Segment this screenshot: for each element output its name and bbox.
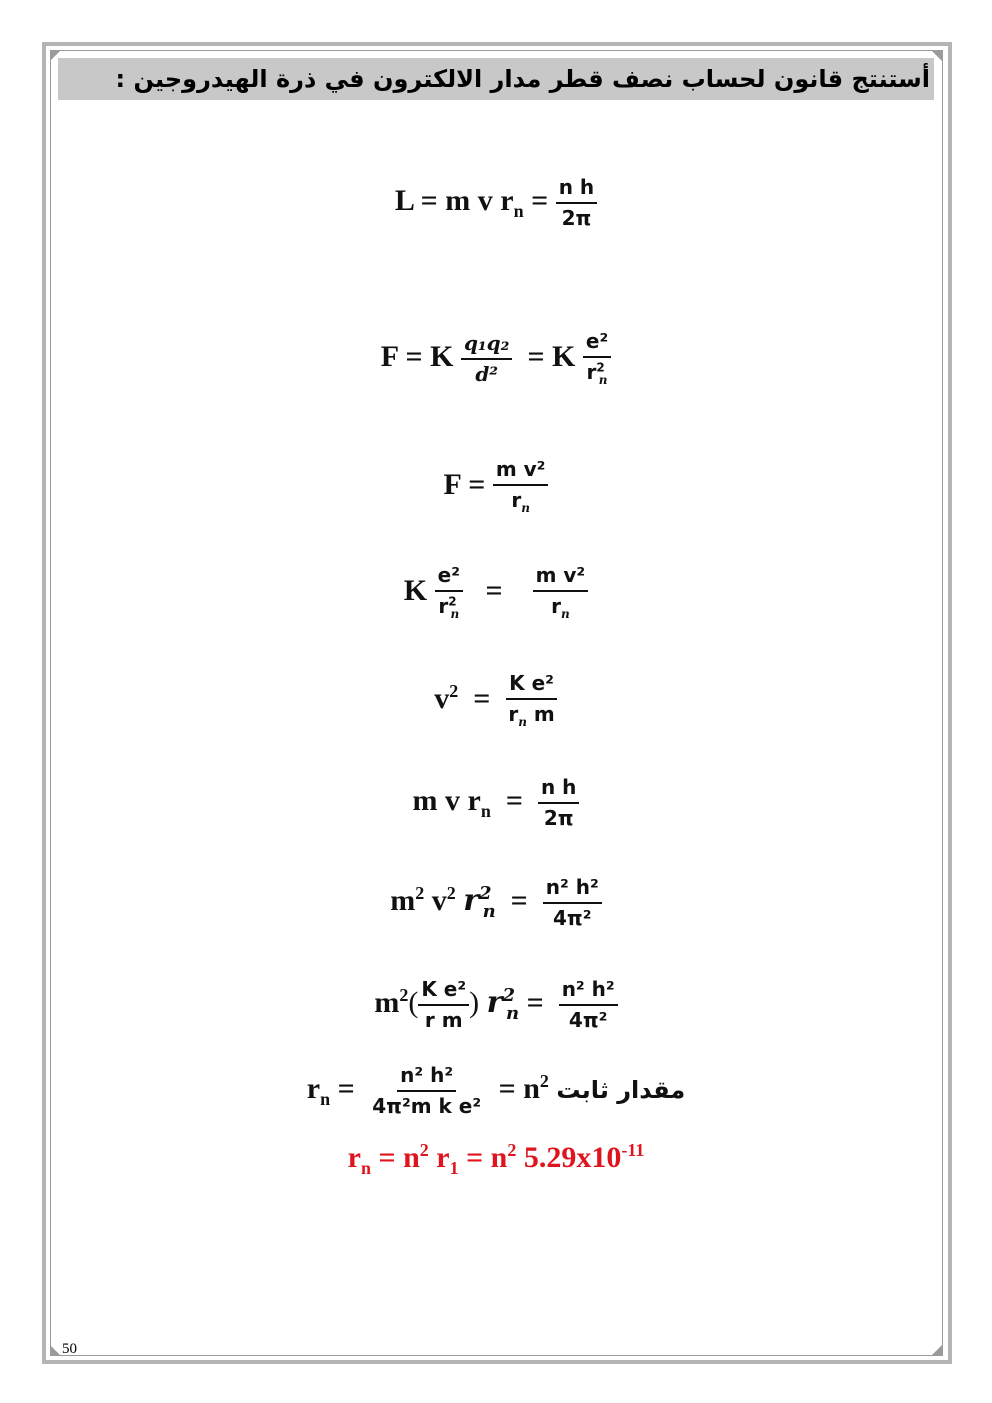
equation-radius-formula: $r_n$ = $\frac{\text{n² h²}}{\text{4π²m k e²}}$ = $n^2$ مقدار ثابت — [306, 1063, 686, 1118]
equation-velocity-squared: $v^2$ = $\frac{\text{K e²}}{r_n m}$ — [0, 672, 992, 730]
frame-bottom — [42, 1360, 952, 1364]
eq3-fraction: $\frac{\text{m v²}}{r_n}$ — [493, 458, 549, 516]
eq4-fraction-1: $\frac{\text{e²}}{r^2_n}$ — [435, 564, 463, 622]
equation-coulomb-force: F = K $\frac{\text{q₁q₂}}{\text{d²}}$ = K $\frac{\text{e²}}{r^2_n}$ — [0, 330, 992, 388]
eq8-fraction: $\frac{\text{n² h²}}{\text{4π²}}$ — [559, 978, 618, 1032]
equation-quantization: m v $r_n$ = $\frac{\text{n h}}{2\pi}$ — [0, 776, 992, 830]
eq4-fraction-2: $\frac{\text{m v²}}{r_n}$ — [533, 564, 589, 622]
equation-squared-quantization: $m^2$ $v^2$ $r^2_n$ = $\frac{\text{n² h²}}{\text{4π²}}$ — [0, 876, 992, 930]
constant-label-arabic: مقدار ثابت — [556, 1075, 686, 1104]
eq8-inner-fraction: $\frac{\text{K e²}}{\text{r m}}$ — [418, 978, 469, 1032]
result-equation: $r_n = n^2$ $r_1 = n^2$ $5.29x10^{-11}$ — [347, 1140, 645, 1178]
frame-inner-bottom — [50, 1355, 943, 1356]
frame-top — [42, 42, 952, 46]
eq6-fraction: $\frac{\text{n h}}{2\pi}$ — [538, 776, 579, 830]
frame-inner-top — [50, 50, 943, 51]
equation-centripetal-force: F = $\frac{\text{m v²}}{r_n}$ — [0, 458, 992, 516]
eq2-fraction-1: $\frac{\text{q₁q₂}}{\text{d²}}$ — [461, 332, 513, 386]
corner-ornament-br — [932, 1345, 942, 1355]
equation-angular-momentum: L = m v $r_n$ = $\frac{\text{n h}}{2\pi}$ — [0, 176, 992, 230]
eq1-fraction: $\frac{\text{n h}}{2\pi}$ — [556, 176, 597, 230]
eq5-fraction: $\frac{\text{K e²}}{r_n m}$ — [505, 672, 557, 730]
equation-substitution: $m^2$( $\frac{\text{K e²}}{\text{r m}}$ ) $r^2_n$ = $\frac{\text{n² h²}}{\text{4π²}}$ — [0, 978, 992, 1032]
equation-force-balance: K $\frac{\text{e²}}{r^2_n}$ = $\frac{\text{m v²}}{r_n}$ — [0, 564, 992, 622]
page-title: أستنتج قانون لحساب نصف قطر مدار الالكترون في ذرة الهيدروجين : — [58, 58, 934, 100]
page-number: 50 — [62, 1341, 77, 1357]
eq9-fraction: $\frac{\text{n² h²}}{\text{4π²m k e²}}$ — [372, 1063, 482, 1118]
corner-ornament-bl — [50, 1345, 60, 1355]
eq2-fraction-2: $\frac{\text{e²}}{r^2_n}$ — [583, 330, 611, 388]
eq7-fraction: $\frac{\text{n² h²}}{\text{4π²}}$ — [543, 876, 602, 930]
eq1-lhs: L = m v r — [394, 183, 514, 217]
